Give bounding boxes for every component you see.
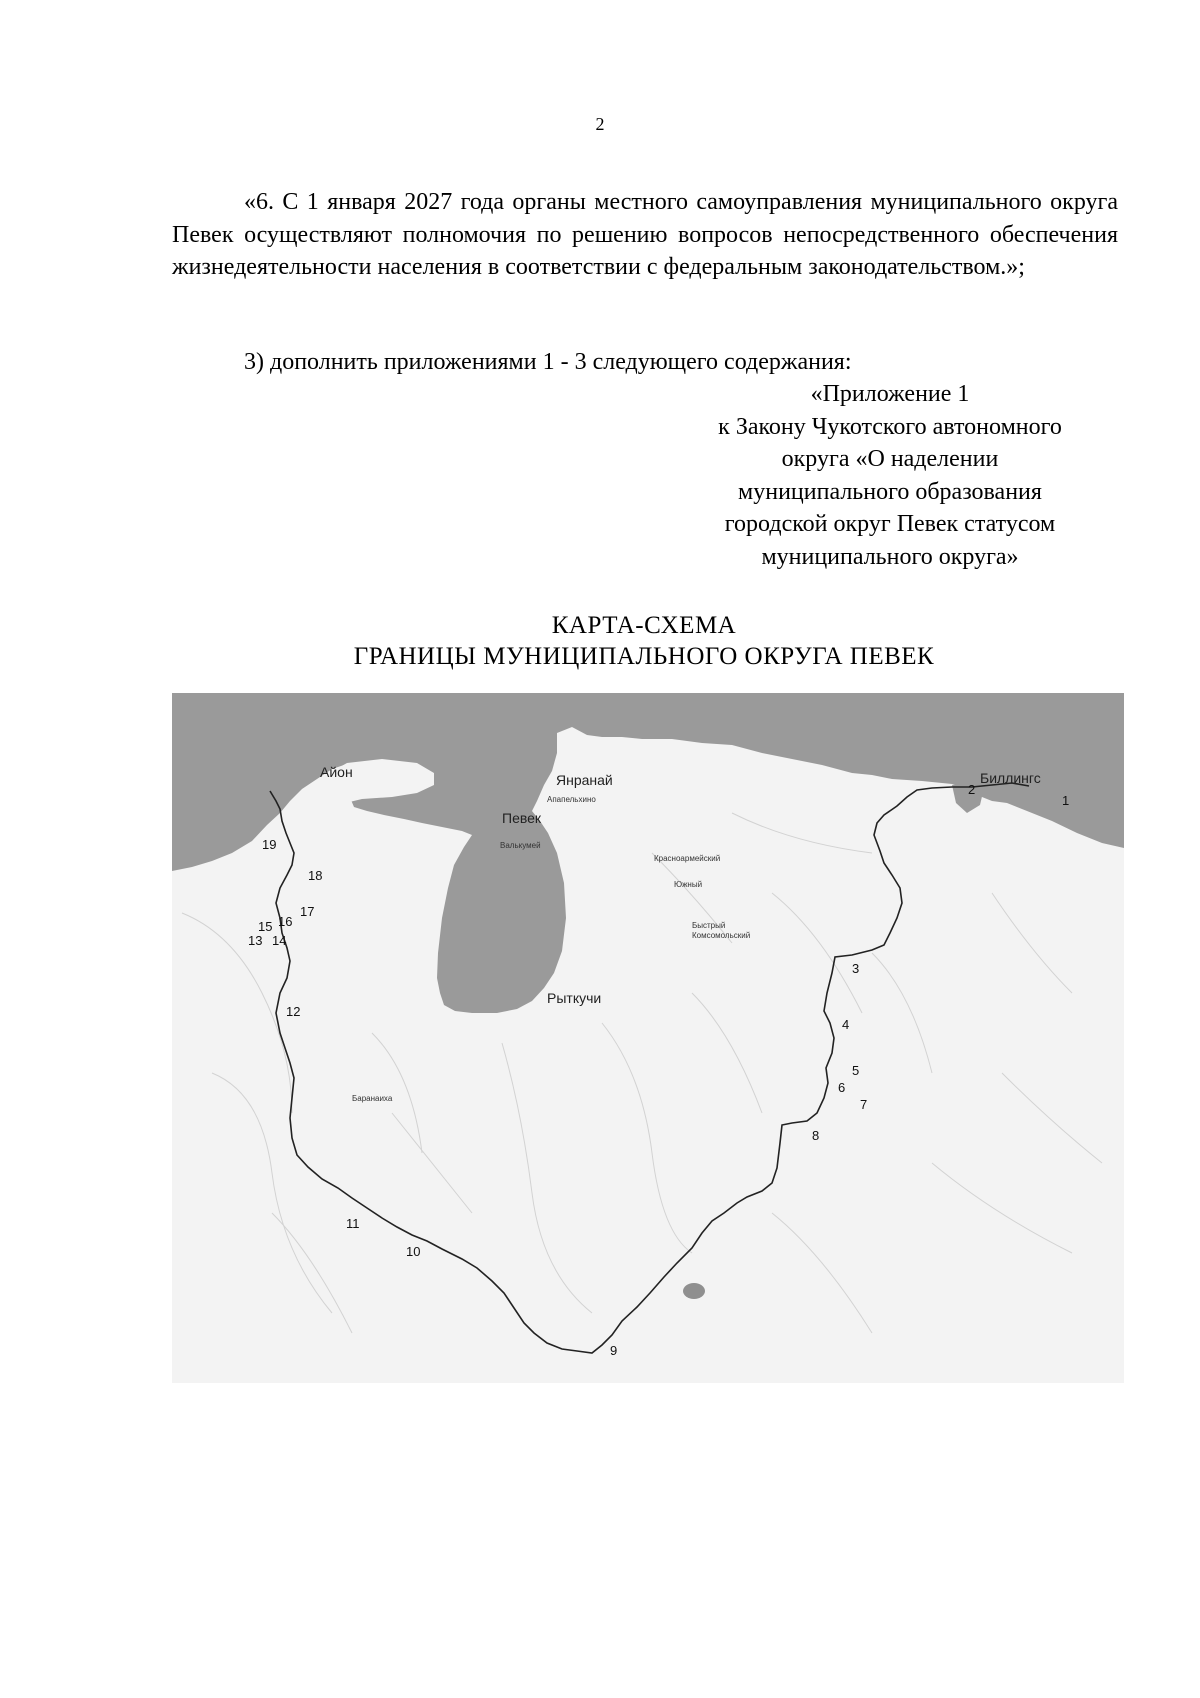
boundary-point-label: 1: [1062, 793, 1070, 808]
place-label-bystry: Быстрый: [692, 921, 726, 930]
place-label-baranikha: Баранаиха: [352, 1094, 393, 1103]
boundary-point-label: 13: [248, 933, 263, 948]
appendix-line: городской округ Певек статусом: [724, 511, 1056, 537]
paragraph-item-6: «6. С 1 января 2027 года органы местного самоуправления муниципального округа Певек осуществляют полномочия по решению вопросов непосредственного обеспечения жизнедеятельности населения в соответствии с федеральным законодательством.»;: [172, 189, 1118, 280]
place-label-valkumei: Валькумей: [500, 841, 541, 850]
page-number: 2: [595, 114, 605, 134]
paragraph-item-3: 3) дополнить приложениями 1 - 3 следующего содержания:: [244, 349, 852, 375]
place-label-pevek: Певек: [502, 810, 542, 826]
boundary-point-label: 16: [278, 914, 293, 929]
boundary-point-label: 12: [286, 1004, 301, 1019]
place-label-apapelkhino: Апапельхино: [547, 795, 596, 804]
map-title-line-2: ГРАНИЦЫ МУНИЦИПАЛЬНОГО ОКРУГА ПЕВЕК: [353, 643, 935, 670]
boundary-point-label: 2: [968, 782, 976, 797]
place-label-rytkuchi: Рыткучи: [547, 990, 602, 1006]
place-label-yanranai: Янранай: [556, 772, 613, 788]
appendix-line: муниципального округа»: [761, 543, 1019, 570]
boundary-point-label: 5: [852, 1063, 860, 1078]
boundary-point-label: 19: [262, 837, 277, 852]
map-title-line-1: КАРТА-СХЕМА: [551, 612, 737, 639]
boundary-point-label: 6: [838, 1080, 846, 1095]
boundary-point-label: 14: [272, 933, 287, 948]
boundary-point-label: 9: [610, 1343, 618, 1358]
boundary-point-label: 15: [258, 919, 273, 934]
appendix-line: «Приложение 1: [810, 381, 970, 407]
appendix-line: округа «О наделении: [781, 446, 999, 472]
place-label-komsomolsky: Комсомольский: [692, 931, 751, 940]
boundary-point-label: 4: [842, 1017, 850, 1032]
place-label-ayon: Айон: [320, 764, 353, 780]
boundary-point-label: 3: [852, 961, 860, 976]
boundary-point-label: 11: [346, 1216, 360, 1231]
place-label-billings: Биллингс: [980, 770, 1041, 786]
map-title: [0, 610, 1200, 672]
boundary-point-label: 7: [860, 1097, 868, 1112]
place-label-krasnoarmeisky: Красноармейский: [654, 854, 721, 863]
boundary-point-label: 8: [812, 1128, 820, 1143]
appendix-header: [660, 378, 1120, 573]
appendix-line: к Закону Чукотского автономного: [718, 413, 1062, 440]
lake: [683, 1283, 705, 1299]
boundary-point-label: 10: [406, 1244, 421, 1259]
appendix-line: муниципального образования: [738, 478, 1042, 505]
boundary-point-label: 17: [300, 904, 315, 919]
boundary-map: [172, 693, 1124, 1383]
boundary-point-label: 18: [308, 868, 323, 883]
place-label-yuzhny: Южный: [674, 880, 703, 889]
